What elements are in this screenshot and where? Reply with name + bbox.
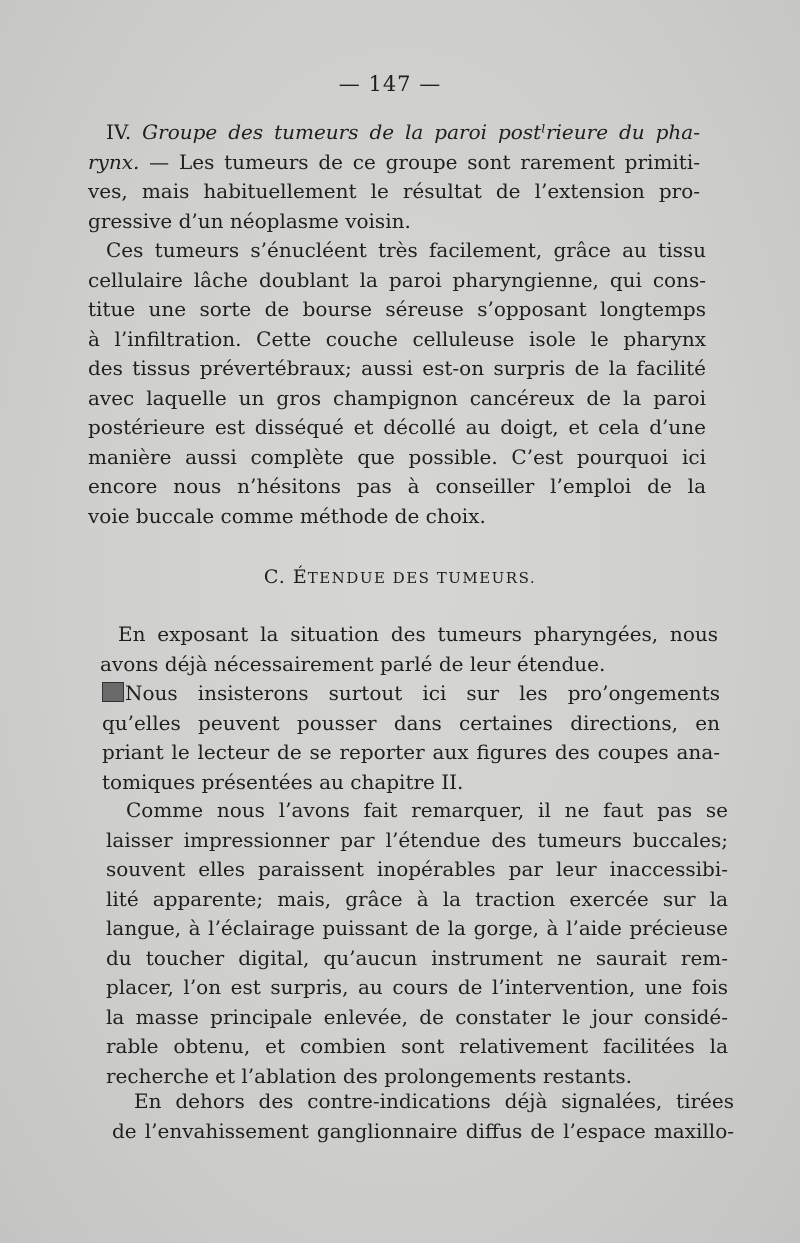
- text-line: encore nous n’hésitons pas à conseiller l’emploi de la: [88, 474, 706, 498]
- text-line: la masse principale enlevée, de constater le jour considé-: [106, 1004, 728, 1029]
- text-line: avons déjà nécessairement parlé de leur étendue.: [100, 651, 606, 676]
- text-line: Ces tumeurs s’énucléent très facilement, grâce au tissu: [106, 238, 706, 262]
- text-line: placer, l’on est surpris, au cours de l’intervention, une fois: [106, 975, 728, 999]
- paragraph-en-exposant: [100, 620, 718, 679]
- text-line: priant le lecteur de se reporter aux figures des coupes ana-: [102, 740, 720, 764]
- paragraph-ces-tumeurs: [88, 236, 706, 531]
- heading-letter: C.: [263, 566, 286, 588]
- text-line: postérieure est disséqué et décollé au doigt, et cela d’une: [88, 415, 706, 439]
- paragraph-en-dehors: [112, 1087, 734, 1146]
- text-line: rable obtenu, et combien sont relativement facilitées la: [106, 1034, 728, 1058]
- text-line: laisser impressionner par l’étendue des tumeurs buccales;: [106, 827, 728, 852]
- text-line: — Les tumeurs de ce groupe sont rarement primiti-: [139, 149, 700, 174]
- text-line: du toucher digital, qu’aucun instrument ne saurait rem-: [106, 945, 728, 970]
- text-line: souvent elles paraissent inopérables par leur inaccessibi-: [106, 857, 728, 881]
- heading-capital: É: [292, 566, 308, 588]
- text-line: gressive d’un néoplasme voisin.: [88, 208, 411, 233]
- section-iv-line: [88, 148, 700, 178]
- text-line: manière aussi complète que possible. C’est pourquoi ici: [88, 444, 706, 469]
- text-line: Comme nous l’avons fait remarquer, il ne faut pas se: [126, 798, 728, 822]
- text-line: qu’elles peuvent pousser dans certaines directions, en: [102, 710, 720, 735]
- ink-blot-mark: [102, 682, 124, 702]
- page-number: — 147 —: [338, 72, 442, 96]
- paragraph-comme-nous: [106, 796, 728, 1091]
- section-heading: [0, 566, 800, 588]
- section-numeral: IV.: [106, 120, 132, 144]
- text-line: tomiques présentées au chapitre II.: [102, 769, 464, 794]
- text-line: de l’envahissement ganglionnaire diffus de l’espace maxillo-: [112, 1118, 734, 1143]
- section-title: Groupe des tumeurs de la paroi postˡrieure du pha-: [142, 120, 700, 144]
- text-line: lité apparente; mais, grâce à la traction exercée sur la: [106, 886, 728, 911]
- text-line: avec laquelle un gros champignon cancéreux de la paroi: [88, 385, 706, 410]
- paragraph-nous-insisterons: [102, 679, 720, 797]
- text-line: cellulaire lâche doublant la paroi pharyngienne, qui cons-: [88, 267, 706, 292]
- text-line: ves, mais habituellement le résultat de l’extension pro-: [88, 179, 700, 203]
- text-line: titue une sorte de bourse séreuse s’opposant longtemps: [88, 297, 706, 321]
- text-line: à l’infiltration. Cette couche celluleuse isole le pharynx: [88, 326, 706, 351]
- section-title-continued: rynx.: [88, 149, 140, 174]
- text-line: [102, 679, 720, 709]
- text-line: des tissus prévertébraux; aussi est-on surpris de la facilité: [88, 356, 706, 380]
- heading-title: TENDUE DES TUMEURS.: [307, 569, 537, 587]
- text-line: langue, à l’éclairage puissant de la gorge, à l’aide précieuse: [106, 916, 728, 940]
- text-line-content: Nous insisterons surtout ici sur les pro’ongements: [125, 681, 720, 705]
- text-line: En dehors des contre-indications déjà signalées, tirées: [134, 1089, 734, 1113]
- section-iv: [88, 118, 700, 236]
- text-line: voie buccale comme méthode de choix.: [88, 503, 486, 528]
- text-line: En exposant la situation des tumeurs pharyngées, nous: [118, 622, 718, 646]
- text-line: recherche et l’ablation des prolongements restants.: [106, 1063, 633, 1088]
- section-iv-title-line: [88, 118, 700, 148]
